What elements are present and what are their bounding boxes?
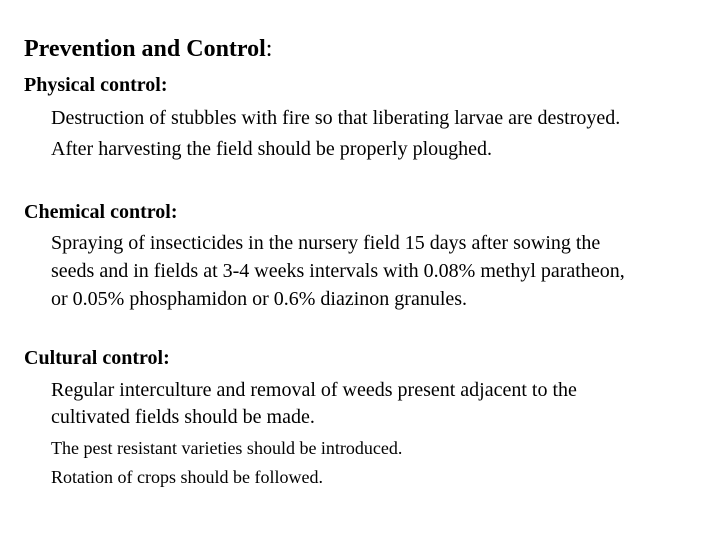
- physical-control-heading: Physical control:: [24, 74, 168, 96]
- cultural-control-line-4: Rotation of crops should be followed.: [51, 467, 323, 487]
- chemical-control-line-3: or 0.05% phosphamidon or 0.6% diazinon granules.: [51, 288, 468, 310]
- cultural-control-heading: Cultural control:: [24, 347, 170, 369]
- cultural-control-line-3: The pest resistant varieties should be introduced.: [51, 438, 403, 458]
- cultural-control-line-1: Regular interculture and removal of weeds present adjacent to the: [51, 379, 577, 401]
- physical-control-line-1: Destruction of stubbles with fire so that liberating larvae are destroyed.: [51, 107, 621, 129]
- chemical-control-heading: Chemical control:: [24, 201, 178, 223]
- physical-control-line-2: After harvesting the field should be properly ploughed.: [51, 138, 492, 160]
- title-colon: :: [265, 36, 273, 62]
- chemical-control-line-1: Spraying of insecticides in the nursery field 15 days after sowing the: [51, 232, 601, 254]
- slide-title: [24, 34, 272, 64]
- chemical-control-line-2: seeds and in fields at 3-4 weeks intervals with 0.08% methyl paratheon,: [51, 260, 625, 282]
- cultural-control-line-2: cultivated fields should be made.: [51, 406, 315, 428]
- title-text: Prevention and Control: [24, 36, 266, 62]
